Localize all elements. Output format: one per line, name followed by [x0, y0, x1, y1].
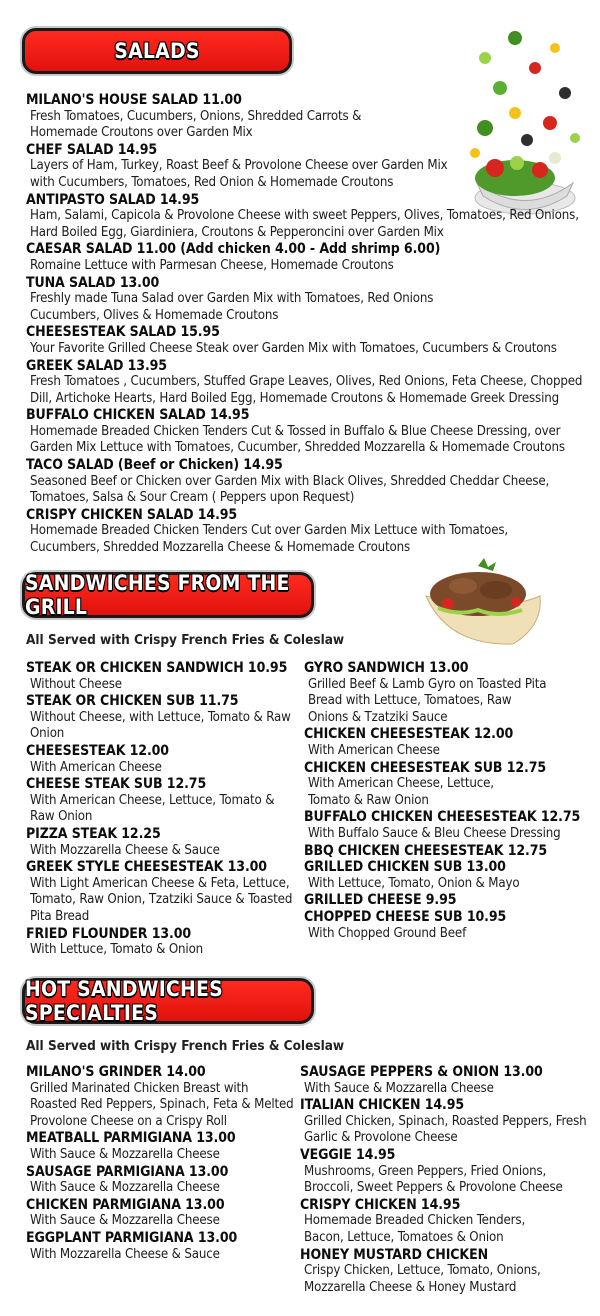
item-description: Homemade Breaded Chicken Tenders, Bacon, Lettuce, Tomatoes & Onion [304, 1213, 526, 1245]
item-name: CHICKEN PARMIGIANA 13.00 [26, 1196, 225, 1213]
item-name: BBQ CHICKEN CHEESESTEAK 12.75 [304, 842, 548, 859]
list-item [26, 241, 586, 274]
item-description: Layers of Ham, Turkey, Roast Beef & Provolone Cheese over Garden Mix with Cucumbers, Tomatoes, Red Onion & Homemade Croutons [30, 158, 448, 190]
list-item [26, 1064, 296, 1130]
list-item [304, 660, 594, 726]
grill-right-list [304, 660, 594, 942]
list-item [26, 1197, 296, 1230]
item-name: CHICKEN CHEESESTEAK 12.00 [304, 726, 514, 743]
item-description: Homemade Breaded Chicken Tenders Cut over Garden Mix Lettuce with Tomatoes, Cucumbers, Shredded Mozzarella Cheese & Homemade Croutons [30, 523, 509, 556]
item-description: With Mozzarella Cheese & Sauce [30, 842, 220, 858]
list-item [304, 809, 594, 842]
list-item [304, 892, 594, 909]
item-description: Mushrooms, Green Peppers, Fried Onions, Broccoli, Sweet Peppers & Provolone Cheese [304, 1163, 563, 1196]
item-name: GRILLED CHICKEN SUB 13.00 [304, 859, 506, 876]
grill-banner [22, 572, 314, 618]
item-name: CRISPY CHICKEN SALAD 14.95 [26, 506, 238, 523]
list-item [304, 726, 594, 759]
grill-subtitle: All Served with Crispy French Fries & Coleslaw [26, 632, 345, 648]
item-name: STEAK OR CHICKEN SANDWICH 10.95 [26, 660, 288, 676]
list-item [304, 843, 594, 860]
item-description: With Sauce & Mozzarella Cheese [30, 1146, 220, 1162]
list-item [26, 407, 586, 457]
item-name: MILANO'S HOUSE SALAD 11.00 [26, 92, 242, 108]
item-description: Romaine Lettuce with Parmesan Cheese, Homemade Croutons [30, 257, 394, 273]
item-description: Grilled Beef & Lamb Gyro on Toasted Pita Bread with Lettuce, Tomatoes, Raw Onions & Tzatziki Sauce [308, 676, 547, 725]
item-description: Fresh Tomatoes, Cucumbers, Onions, Shredded Carrots & Homemade Croutons over Garden Mix [30, 108, 362, 141]
list-item [26, 192, 586, 242]
grill-left-list [26, 660, 296, 959]
item-description: Your Favorite Grilled Cheese Steak over Garden Mix with Tomatoes, Cucumbers & Croutons [30, 340, 557, 356]
item-description: With Mozzarella Cheese & Sauce [30, 1246, 220, 1262]
list-item [26, 324, 586, 357]
list-item [26, 92, 586, 142]
hot-title: HOT SANDWICHES SPECIALTIES [25, 977, 223, 1025]
item-description: With Chopped Ground Beef [308, 925, 467, 941]
item-name: MEATBALL PARMIGIANA 13.00 [26, 1130, 236, 1147]
list-item [26, 275, 586, 325]
item-name: CHEESE STEAK SUB 12.75 [26, 776, 207, 793]
hot-right-list [300, 1064, 594, 1296]
list-item [26, 826, 296, 859]
list-item [26, 142, 586, 192]
item-description: With American Cheese, Lettuce, Tomato & Raw Onion [30, 792, 275, 825]
item-description: With Lettuce, Tomato, Onion & Mayo [308, 875, 520, 891]
item-description: With American Cheese [308, 742, 440, 758]
item-description: Grilled Marinated Chicken Breast with Roasted Red Peppers, Spinach, Feta & Melted Provolone Cheese on a Crispy Roll [30, 1080, 294, 1129]
item-description: With Lettuce, Tomato & Onion [30, 942, 204, 958]
item-name: HONEY MUSTARD CHICKEN [300, 1246, 489, 1263]
list-item [26, 358, 586, 408]
item-name: GREEK STYLE CHEESESTEAK 13.00 [26, 859, 267, 876]
item-description: Seasoned Beef or Chicken over Garden Mix with Black Olives, Shredded Cheddar Cheese, Tomatoes, Salsa & Sour Cream ( Peppers upon Request) [30, 473, 550, 506]
list-item [26, 660, 296, 693]
salads-title: SALADS [114, 39, 200, 63]
item-description: Homemade Breaded Chicken Tenders Cut & Tossed in Buffalo & Blue Cheese Dressing, over Garden Mix Lettuce with Tomatoes, Cucumber, Shredded Mozzarella & Homemade Croutons [30, 423, 565, 456]
item-name: CAESAR SALAD 11.00 (Add chicken 4.00 - Add shrimp 6.00) [26, 241, 441, 258]
item-name: SAUSAGE PARMIGIANA 13.00 [26, 1163, 229, 1180]
item-name: CHEESESTEAK 12.00 [26, 742, 169, 759]
item-name: CHICKEN CHEESESTEAK SUB 12.75 [304, 759, 547, 776]
list-item [26, 776, 296, 826]
item-name: VEGGIE 14.95 [300, 1146, 396, 1163]
item-name: CHEESESTEAK SALAD 15.95 [26, 324, 220, 341]
item-description: Crispy Chicken, Lettuce, Tomato, Onions, Mozzarella Cheese & Honey Mustard [304, 1263, 541, 1295]
list-item [304, 909, 594, 942]
item-name: GRILLED CHEESE 9.95 [304, 892, 457, 909]
item-name: CHOPPED CHEESE SUB 10.95 [304, 908, 507, 925]
list-item [304, 760, 594, 810]
item-description: Without Cheese, with Lettuce, Tomato & Raw Onion [30, 709, 291, 742]
item-name: TUNA SALAD 13.00 [26, 274, 160, 291]
list-item [300, 1147, 594, 1197]
item-name: FRIED FLOUNDER 13.00 [26, 925, 192, 942]
grill-title: SANDWICHES FROM THE GRILL [25, 571, 290, 619]
item-name: SAUSAGE PEPPERS & ONION 13.00 [300, 1064, 543, 1080]
list-item [26, 1164, 296, 1197]
item-description: Without Cheese [30, 676, 122, 692]
item-description: With Sauce & Mozzarella Cheese [30, 1213, 220, 1229]
item-name: STEAK OR CHICKEN SUB 11.75 [26, 693, 239, 710]
item-description: With Sauce & Mozzarella Cheese [304, 1080, 494, 1096]
item-name: PIZZA STEAK 12.25 [26, 825, 161, 842]
item-description: With Light American Cheese & Feta, Lettuce, Tomato, Raw Onion, Tzatziki Sauce & Toasted Pita Bread [30, 875, 293, 924]
list-item [26, 1230, 296, 1263]
item-description: With Sauce & Mozzarella Cheese [30, 1180, 220, 1196]
list-item [300, 1197, 594, 1247]
item-name: EGGPLANT PARMIGIANA 13.00 [26, 1229, 238, 1246]
item-name: ITALIAN CHICKEN 14.95 [300, 1097, 465, 1114]
list-item [26, 859, 296, 925]
item-description: Grilled Chicken, Spinach, Roasted Peppers, Fresh Garlic & Provolone Cheese [304, 1113, 587, 1146]
item-name: GYRO SANDWICH 13.00 [304, 660, 469, 676]
item-name: MILANO'S GRINDER 14.00 [26, 1064, 206, 1080]
gyro-wrap-icon [418, 556, 548, 650]
list-item [26, 926, 296, 959]
item-description: Fresh Tomatoes , Cucumbers, Stuffed Grape Leaves, Olives, Red Onions, Feta Cheese, Chopped Dill, Artichoke Hearts, Hard Boiled Egg, Homemade Croutons & Homemade Greek Dressing [30, 374, 583, 406]
salads-banner [22, 28, 292, 74]
list-item [26, 1130, 296, 1163]
list-item [300, 1247, 594, 1297]
item-description: With American Cheese [30, 759, 162, 775]
item-description: Ham, Salami, Capicola & Provolone Cheese with sweet Peppers, Olives, Tomatoes, Red Onions, Hard Boiled Egg, Giardiniera, Croutons & Pepperoncini over Garden Mix [30, 208, 579, 240]
list-item [300, 1064, 594, 1097]
item-name: CHEF SALAD 14.95 [26, 141, 158, 158]
list-item [26, 693, 296, 743]
list-item [304, 859, 594, 892]
item-name: TACO SALAD (Beef or Chicken) 14.95 [26, 457, 283, 474]
item-name: GREEK SALAD 13.95 [26, 357, 167, 374]
hot-left-list [26, 1064, 296, 1263]
list-item [26, 743, 296, 776]
item-name: BUFFALO CHICKEN CHEESESTEAK 12.75 [304, 809, 581, 826]
item-name: BUFFALO CHICKEN SALAD 14.95 [26, 407, 250, 424]
item-description: With American Cheese, Lettuce, Tomato & Raw Onion [308, 776, 494, 808]
item-name: CRISPY CHICKEN 14.95 [300, 1196, 461, 1213]
list-item [26, 507, 586, 557]
item-description: Freshly made Tuna Salad over Garden Mix with Tomatoes, Red Onions Cucumbers, Olives & Homemade Croutons [30, 291, 434, 323]
salads-list [26, 92, 586, 557]
list-item [26, 457, 586, 507]
item-name: ANTIPASTO SALAD 14.95 [26, 191, 200, 208]
list-item [300, 1097, 594, 1147]
hot-banner [22, 978, 314, 1024]
hot-subtitle: All Served with Crispy French Fries & Coleslaw [26, 1038, 345, 1054]
item-description: With Buffalo Sauce & Bleu Cheese Dressing [308, 825, 561, 841]
